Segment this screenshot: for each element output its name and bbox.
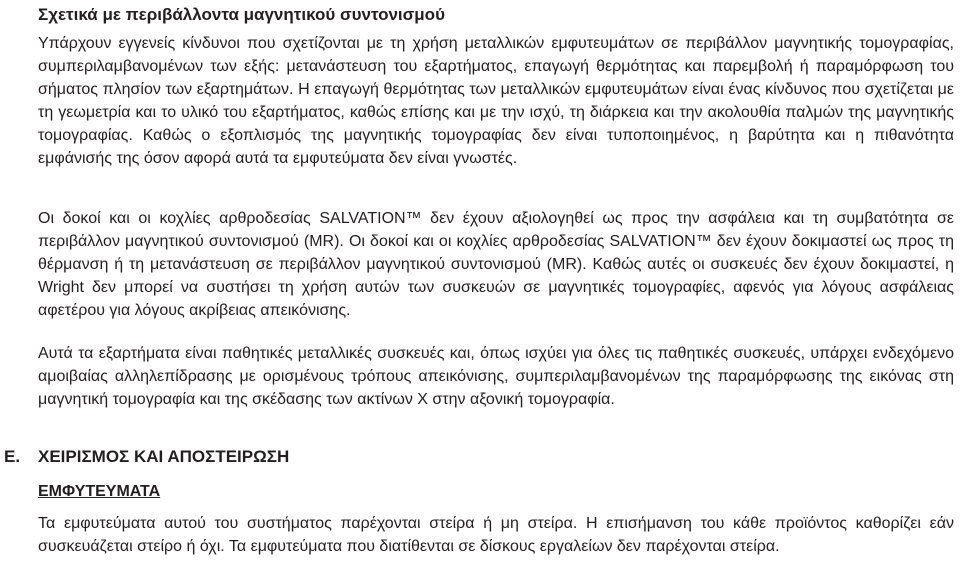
section-e-heading: [4, 446, 289, 468]
implants-sterility-paragraph: Τα εμφυτεύματα αυτού του συστήματος παρέχονται στείρα ή μη στείρα. Η επισήμανση του κάθε προϊόντος καθορίζει εάν συσκευάζεται στείρο ή όχι. Τα εμφυτεύματα που διατίθενται σε δίσκους εργαλείων δεν παρέχονται στείρα.: [38, 515, 954, 555]
mr-environment-heading: Σχετικά με περιβάλλοντα μαγνητικού συντονισμού: [38, 5, 445, 24]
implants-subheading: ΕΜΦΥΤΕΥΜΑΤΑ: [38, 483, 161, 500]
section-title: ΧΕΙΡΙΣΜΟΣ ΚΑΙ ΑΠΟΣΤΕΙΡΩΣΗ: [38, 447, 290, 466]
passive-devices-paragraph: Αυτά τα εξαρτήματα είναι παθητικές μεταλλικές συσκευές και, όπως ισχύει για όλες τις παθητικές συσκευές, υπάρχει ενδεχόμενο αμοιβαίας αλληλεπίδρασης με ορισμένους τρόπους απεικόνισης, συμπεριλαμβανομένων της παραμόρφωσης της εικόνας στη μαγνητική τομογραφία και της σκέδασης των ακτίνων X στην αξονική τομογραφία.: [38, 345, 954, 408]
salvation-mr-paragraph: Οι δοκοί και οι κοχλίες αρθροδεσίας SALVATION™ δεν έχουν αξιολογηθεί ως προς την ασφάλεια και τη συμβατότητα σε περιβάλλον μαγνητικού συντονισμού (MR). Οι δοκοί και οι κοχλίες αρθροδεσίας SALVATION™ δεν έχουν δοκιμαστεί ως προς τη θέρμανση ή τη μετανάστευση σε περιβάλλον μαγνητικού συντονισμού (MR). Καθώς αυτές οι συσκευές δεν έχουν δοκιμαστεί, η Wright δεν μπορεί να συστήσει τη χρήση αυτών των συσκευών σε μαγνητικές τομογραφίες, αφενός για λόγους ασφάλειας αφετέρου για λόγους ακρίβειας απεικόνισης.: [38, 210, 954, 319]
section-letter: E.: [4, 447, 21, 466]
mr-risks-paragraph: Υπάρχουν εγγενείς κίνδυνοι που σχετίζονται με τη χρήση μεταλλικών εμφυτευμάτων σε περιβάλλον μαγνητικής τομογραφίας, συμπεριλαμβανομένων των εξής: μετανάστευση του εξαρτήματος, επαγωγή θερμότητας και παρεμβολή ή παραμόρφωση του σήματος πλησίον των εξαρτημάτων. Η επαγωγή θερμότητας των μεταλλικών εμφυτευμάτων είναι ένας κίνδυνος που σχετίζεται με τη γεωμετρία και το υλικό του εξαρτήματος, καθώς επίσης και με την ισχύ, τη διάρκεια και την ακολουθία παλμών της μαγνητικής τομογραφίας. Καθώς ο εξοπλισμός της μαγνητικής τομογραφίας δεν είναι τυποποιημένος, η βαρύτητα και η πιθανότητα εμφάνισής της όσον αφορά αυτά τα εμφυτεύματα δεν είναι γνωστές.: [38, 35, 954, 167]
